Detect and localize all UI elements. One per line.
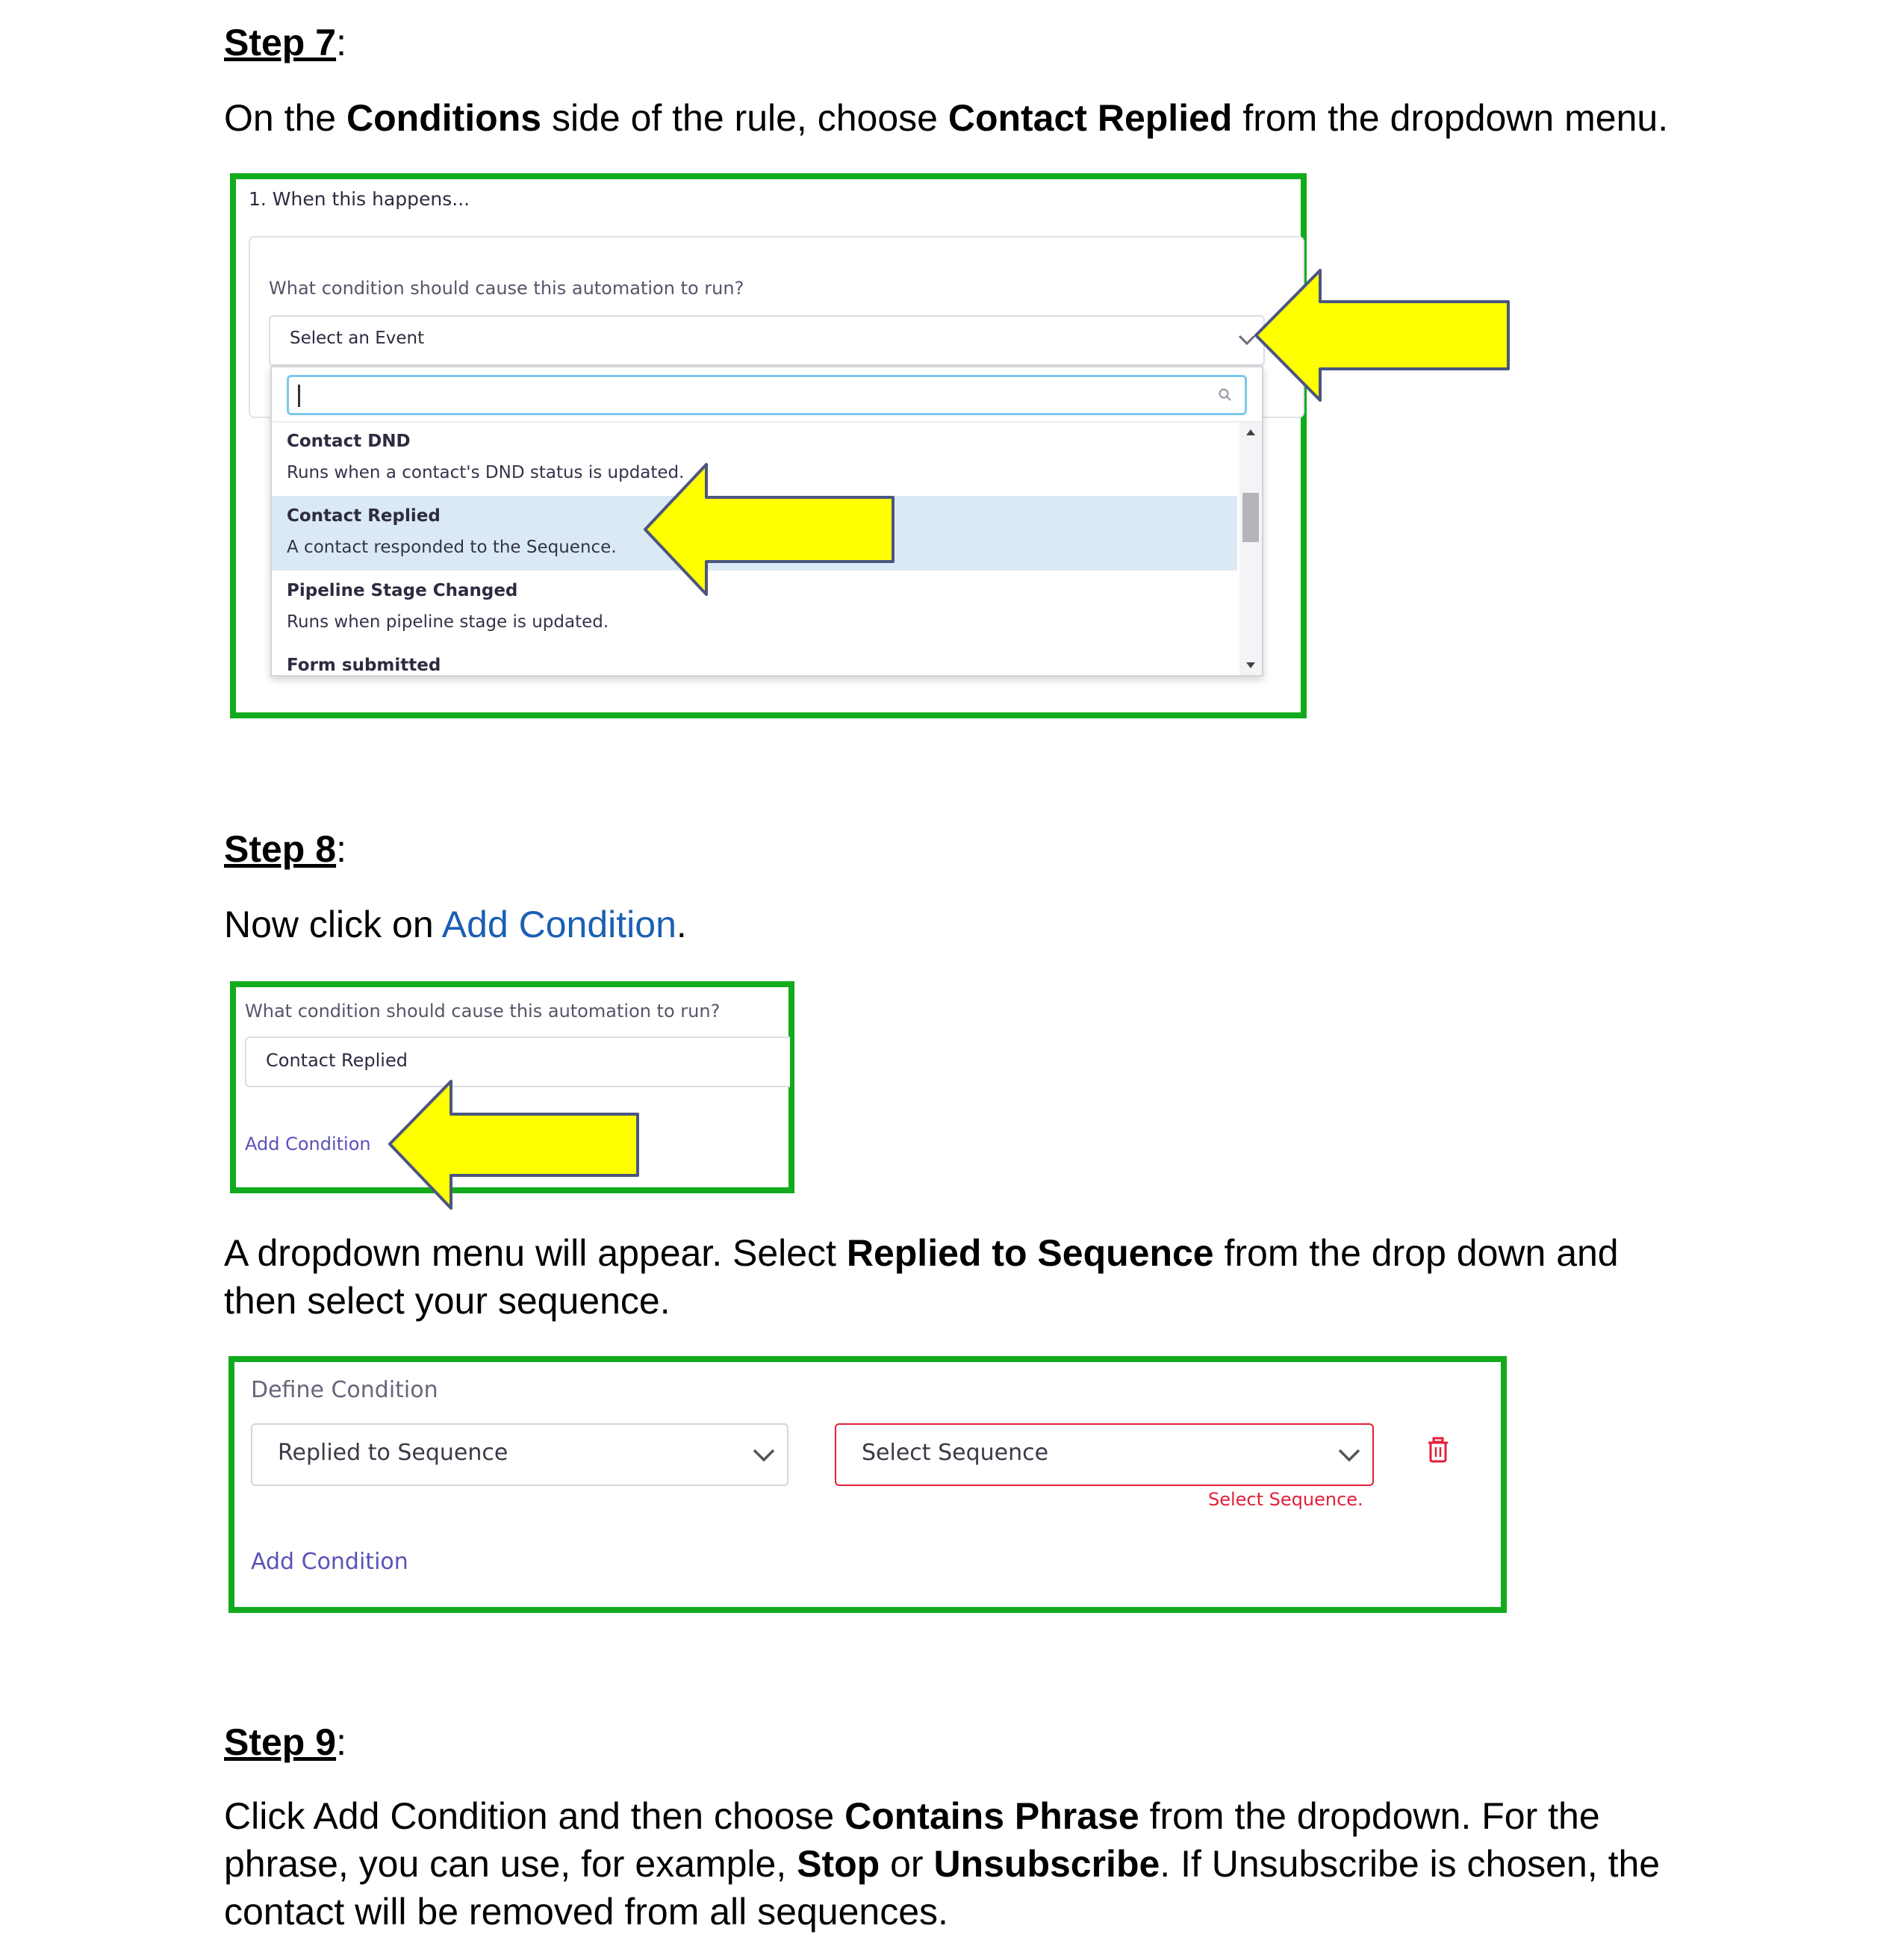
option-title: Contact Replied — [287, 506, 441, 526]
scroll-down-icon[interactable] — [1245, 662, 1256, 669]
scrollbar-thumb[interactable] — [1242, 493, 1259, 542]
trash-icon[interactable] — [1426, 1437, 1450, 1464]
option-title: Contact DND — [287, 432, 411, 451]
event-search-input[interactable] — [287, 375, 1247, 415]
step-8-heading: Step 8: — [224, 828, 346, 870]
event-select-placeholder: Select an Event — [290, 329, 425, 348]
add-condition-link[interactable]: Add Condition — [441, 904, 676, 945]
step-8-instruction: Now click on Add Condition. — [224, 904, 687, 945]
condition-type-select[interactable] — [251, 1423, 788, 1486]
step-9-heading: Step 9: — [224, 1721, 346, 1763]
chevron-down-icon — [1337, 1447, 1362, 1464]
option-description: A contact responded to the Sequence. — [287, 538, 617, 557]
dropdown-scrollbar[interactable] — [1239, 423, 1262, 675]
sequence-error-message: Select Sequence. — [1208, 1489, 1363, 1510]
section-title: 1. When this happens... — [249, 188, 470, 210]
sequence-select[interactable] — [835, 1423, 1374, 1486]
arrow-contact-replied-annotation — [638, 460, 900, 599]
define-condition-title: Define Condition — [251, 1377, 438, 1403]
step-7-instruction: On the Conditions side of the rule, choose Contact Replied from the dropdown menu. — [224, 97, 1669, 139]
option-description: Runs when a contact's DND status is updated. — [287, 463, 685, 482]
step-8-instruction-2: A dropdown menu will appear. Select Replied to Sequence from the drop down and then select your sequence. — [224, 1232, 1619, 1322]
arrow-add-condition-annotation — [382, 1077, 645, 1213]
option-form-submitted[interactable] — [272, 645, 1237, 677]
condition-question: What condition should cause this automation to run? — [269, 278, 744, 299]
condition-question: What condition should cause this automation to run? — [245, 1001, 721, 1022]
step-7-heading: Step 7: — [224, 22, 346, 63]
option-title: Pipeline Stage Changed — [287, 581, 518, 600]
add-condition-button[interactable]: Add Condition — [245, 1134, 371, 1154]
option-description: Runs when pipeline stage is updated. — [287, 612, 609, 632]
sequence-select-placeholder: Select Sequence — [862, 1440, 1049, 1466]
scroll-up-icon[interactable] — [1245, 429, 1256, 436]
text-cursor — [298, 385, 300, 407]
add-condition-button[interactable]: Add Condition — [251, 1549, 408, 1575]
event-select[interactable] — [269, 315, 1265, 366]
option-title: Form submitted — [287, 656, 441, 675]
arrow-right-annotation — [1248, 266, 1517, 405]
chevron-down-icon — [751, 1447, 777, 1464]
condition-type-value: Replied to Sequence — [278, 1440, 508, 1466]
step-9-instruction: Click Add Condition and then choose Contains Phrase from the dropdown. For the phrase, you can use, for example, Stop or Unsubscribe. If Unsubscribe is chosen, the contact will be removed from all sequences. — [224, 1795, 1661, 1933]
search-icon — [1218, 388, 1233, 402]
event-select-value: Contact Replied — [266, 1050, 408, 1071]
